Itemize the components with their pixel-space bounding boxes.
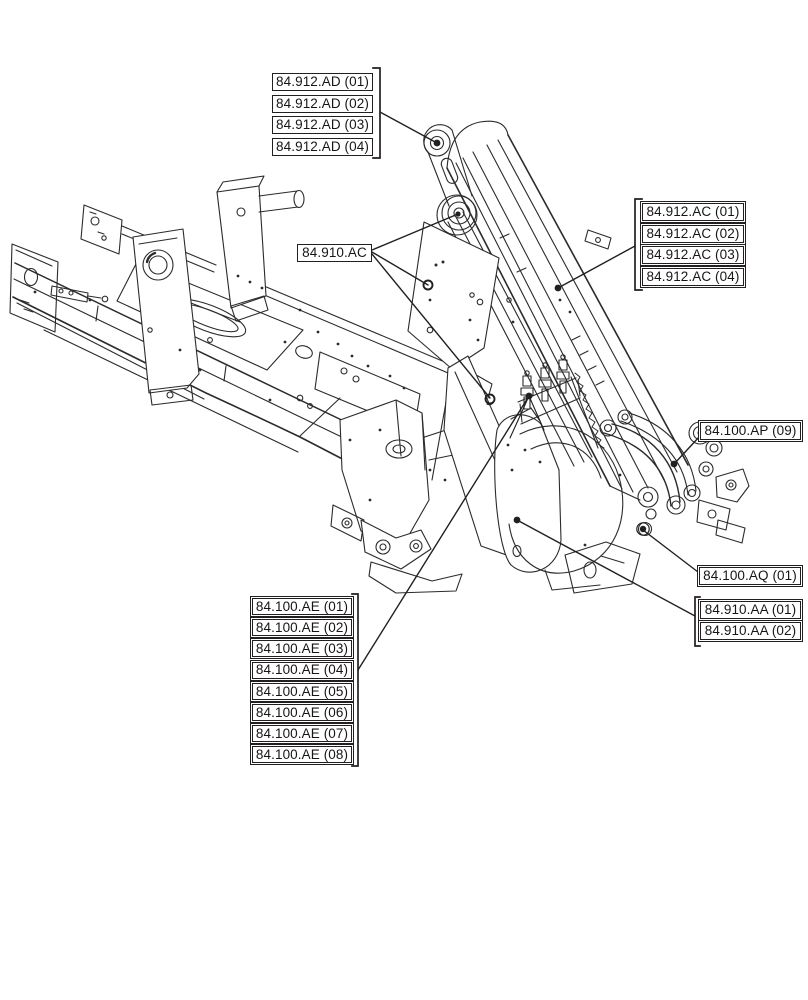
- callout-84-100-AE-05[interactable]: 84.100.AE (05): [252, 683, 352, 700]
- callout-84-912-AD-03[interactable]: 84.912.AD (03): [272, 116, 373, 134]
- leader-lines: [358, 112, 700, 670]
- callout-84-100-AE-03[interactable]: 84.100.AE (03): [252, 640, 352, 657]
- callout-84-100-AE-07[interactable]: 84.100.AE (07): [252, 725, 352, 742]
- callout-84-910-AA-02[interactable]: 84.910.AA (02): [700, 622, 801, 640]
- callout-84-100-AE-04[interactable]: 84.100.AE (04): [252, 662, 352, 679]
- callout-84-910-AC[interactable]: 84.910.AC: [297, 244, 372, 262]
- callout-84-912-AC-04[interactable]: 84.912.AC (04): [642, 268, 744, 286]
- callout-84-912-AD-01[interactable]: 84.912.AD (01): [272, 73, 373, 91]
- callout-84-912-AD-04[interactable]: 84.912.AD (04): [272, 138, 373, 156]
- callout-84-100-AQ-01[interactable]: 84.100.AQ (01): [699, 567, 801, 585]
- callout-84-912-AC-03[interactable]: 84.912.AC (03): [642, 246, 744, 264]
- callout-84-100-AE-08[interactable]: 84.100.AE (08): [252, 746, 352, 763]
- callout-84-100-AE-06[interactable]: 84.100.AE (06): [252, 704, 352, 721]
- callout-84-910-AA-01[interactable]: 84.910.AA (01): [700, 601, 801, 619]
- callout-84-100-AP-09[interactable]: 84.100.AP (09): [700, 422, 801, 440]
- callout-84-912-AC-01[interactable]: 84.912.AC (01): [642, 203, 744, 221]
- callout-84-100-AE-01[interactable]: 84.100.AE (01): [252, 598, 352, 615]
- callout-84-100-AE-02[interactable]: 84.100.AE (02): [252, 619, 352, 636]
- chassis-frame-art: [10, 176, 492, 593]
- callout-84-912-AC-02[interactable]: 84.912.AC (02): [642, 225, 744, 243]
- callout-84-912-AD-02[interactable]: 84.912.AD (02): [272, 95, 373, 113]
